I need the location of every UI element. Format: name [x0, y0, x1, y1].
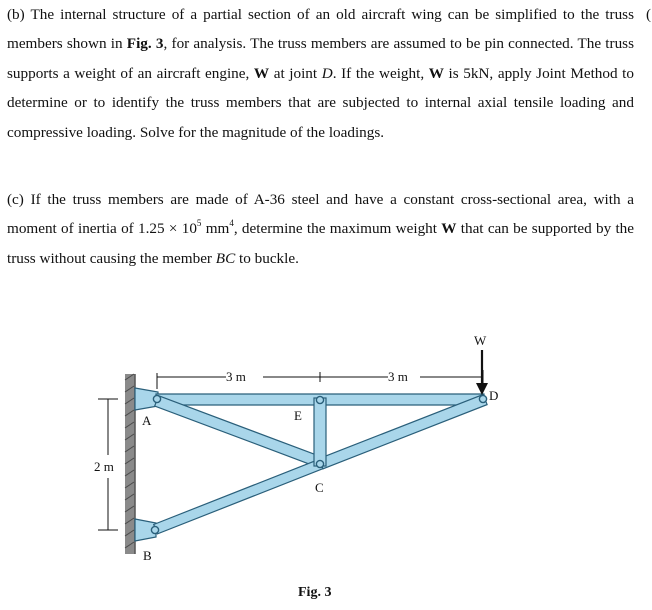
- pin-a: [153, 395, 160, 402]
- part-b-label: (b): [7, 6, 25, 23]
- joint-label-b: B: [143, 548, 152, 563]
- exponent-4: 4: [229, 218, 234, 229]
- part-b-text-5: is 5kN, apply Joint Method to determine or to identify the truss members that are subjected to internal axial tensile loading and compressive loading. Solve for the magnitude of the loadings.: [7, 64, 634, 141]
- load-label-w: W: [474, 333, 487, 348]
- pin-e: [316, 396, 323, 403]
- dim-2m: 2 m: [94, 459, 114, 474]
- member-bc-ref: BC: [215, 249, 236, 267]
- wall-support: [125, 374, 135, 554]
- joint-label-d: D: [489, 388, 499, 403]
- part-c-text-5: to buckle.: [235, 249, 299, 267]
- member-ec: [314, 398, 326, 466]
- figure-caption: Fig. 3: [298, 585, 332, 600]
- part-b-text-2: , for analysis. The truss members are assumed to be pin connected. The truss supports a weight of an aircraft engine,: [7, 35, 634, 82]
- weight-symbol-2: W: [428, 64, 444, 82]
- fig-reference: Fig. 3: [126, 35, 164, 53]
- part-b-text-3: at joint: [269, 64, 322, 82]
- part-b-text-1: The internal structure of a partial section of an old aircraft wing can be simplified to the truss members shown in: [7, 6, 634, 53]
- exponent-5: 5: [196, 218, 202, 229]
- member-bc: [154, 459, 323, 534]
- dim-3m-right: 3 m: [388, 369, 408, 384]
- part-c-text-2: mm: [201, 220, 230, 238]
- load-arrow: [476, 350, 488, 395]
- part-b-text-4: . If the weight,: [332, 64, 429, 82]
- part-c-label: (c): [7, 191, 24, 208]
- joint-label-a: A: [142, 413, 152, 428]
- member-ac: [155, 396, 325, 469]
- weight-symbol: W: [253, 64, 270, 82]
- dim-3m-left: 3 m: [226, 369, 246, 384]
- pin-c: [316, 460, 323, 467]
- part-c-text-3: , determine the maximum weight: [233, 220, 442, 238]
- weight-symbol-c: W: [441, 220, 457, 238]
- pin-d: [479, 395, 486, 402]
- joint-label-e: E: [294, 408, 302, 423]
- part-c-text-1: If the truss members are made of A-36 steel and have a constant cross-sectional area, with a moment of inertia of 1.25 × 10: [7, 191, 635, 238]
- joint-label-c: C: [315, 480, 324, 495]
- pin-b: [151, 526, 158, 533]
- joint-d-ref: D: [321, 64, 333, 82]
- cut-off-edge-char: (: [646, 6, 652, 23]
- part-c-text-4: that can be supported by the truss without causing the member: [7, 220, 635, 267]
- top-dimension: [157, 370, 483, 389]
